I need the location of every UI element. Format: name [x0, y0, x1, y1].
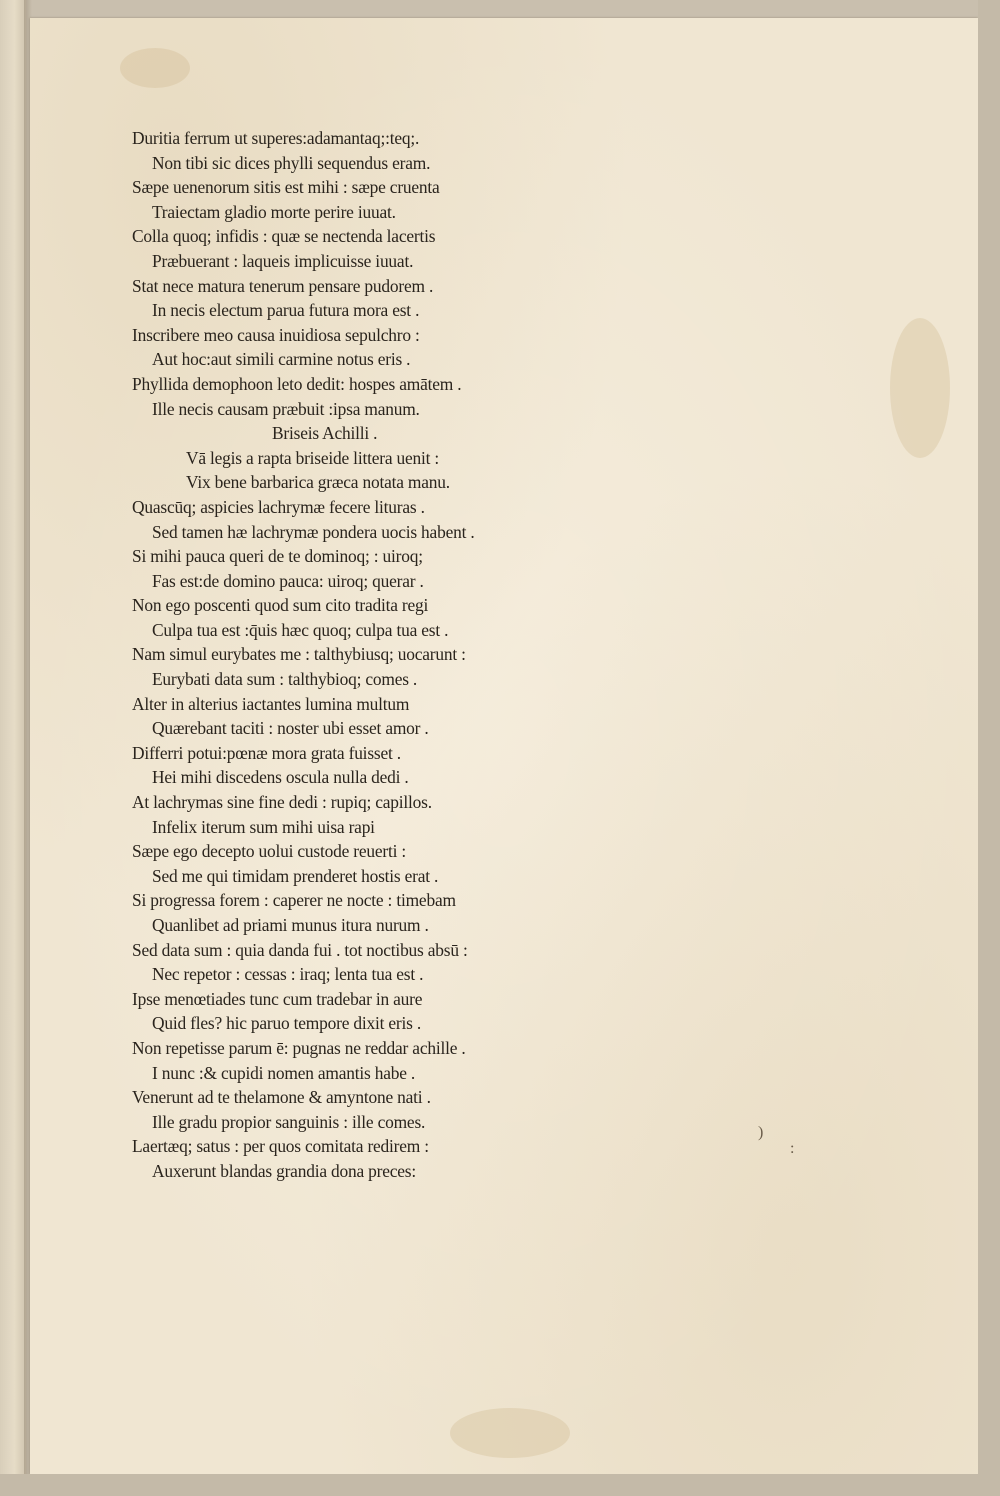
verse-line: Fas est:de domino pauca: uiroq; querar . [152, 570, 424, 591]
verse-line: Ille gradu propior sanguinis : ille comes. [152, 1111, 426, 1132]
verse-line: Duritia ferrum ut superes:adamantaq;:teq;. [132, 128, 420, 148]
verse-line: Auxerunt blandas grandia dona preces: [152, 1160, 416, 1181]
right-margin [978, 0, 1000, 1496]
verse-line: Si mihi pauca queri de te dominoq; : uiroq; [132, 546, 423, 567]
verse-line: In necis electum parua futura mora est . [152, 300, 420, 321]
paper-stain [120, 48, 190, 88]
section-heading: Briseis Achilli . [272, 423, 378, 444]
verse-line: Ipse menœtiades tunc cum tradebar in aure [132, 988, 423, 1009]
verse-line: Quid fles? hic paruo tempore dixit eris . [152, 1013, 422, 1034]
verse-line: Traiectam gladio morte perire iuuat. [152, 201, 396, 222]
margin-mark: : [790, 1140, 795, 1157]
bottom-margin [0, 1474, 1000, 1496]
verse-line: Vā legis a rapta briseide littera uenit : [186, 447, 440, 468]
verse-line: Sed tamen hæ lachrymæ pondera uocis habent . [152, 521, 475, 542]
verse-line: Eurybati data sum : talthybioq; comes . [152, 669, 418, 690]
verse-line: Sed me qui timidam prenderet hostis erat . [152, 865, 439, 886]
verse-line: Aut hoc:aut simili carmine notus eris . [152, 349, 411, 370]
verse-line: Laertæq; satus : per quos comitata redirem : [132, 1136, 429, 1157]
verse-line: Inscribere meo causa inuidiosa sepulchro : [132, 324, 420, 345]
verse-line: Non tibi sic dices phylli sequendus eram. [152, 152, 431, 173]
verse-line: Phyllida demophoon leto dedit: hospes amātem . [132, 373, 462, 394]
verse-line: Sæpe uenenorum sitis est mihi : sæpe cruenta [132, 177, 440, 198]
verse-line: Hei mihi discedens oscula nulla dedi . [152, 767, 409, 788]
verse-line: Nec repetor : cessas : iraq; lenta tua est . [152, 964, 424, 985]
verse-line: Stat nece matura tenerum pensare pudorem . [132, 275, 434, 296]
verse-line: Non ego poscenti quod sum cito tradita regi [132, 595, 429, 616]
margin-mark: ) [758, 1124, 764, 1141]
verse-line: Sed data sum : quia danda fui . tot noctibus absū : [132, 939, 468, 960]
paper-stain [890, 318, 950, 458]
verse-line: Infelix iterum sum mihi uisa rapi [152, 816, 375, 837]
verse-line: Colla quoq; infidis : quæ se nectenda lacertis [132, 226, 436, 247]
verse-line: Differri potui:pœnæ mora grata fuisset . [132, 742, 401, 763]
verse-line: Non repetisse parum ē: pugnas ne reddar achille . [132, 1037, 466, 1058]
verse-line: Præbuerant : laqueis implicuisse iuuat. [152, 250, 414, 271]
verse-line: At lachrymas sine fine dedi : rupiq; capillos. [132, 792, 432, 813]
verse-line: Quærebant taciti : noster ubi esset amor . [152, 718, 429, 739]
verse-line: Si progressa forem : caperer ne nocte : timebam [132, 890, 456, 911]
left-page-edge [0, 0, 26, 1496]
paper-stain [450, 1408, 570, 1458]
verse-line: Nam simul eurybates me : talthybiusq; uocarunt : [132, 644, 466, 665]
verse-line: Alter in alterius iactantes lumina multum [132, 693, 410, 714]
verse-line: Culpa tua est :q̄uis hæc quoq; culpa tua est . [152, 619, 449, 640]
verse-line: Ille necis causam præbuit :ipsa manum. [152, 398, 420, 419]
verse-line: I nunc :& cupidi nomen amantis habe . [152, 1062, 416, 1083]
verse-line: Quanlibet ad priami munus itura nurum . [152, 915, 429, 935]
verse-line: Quascūq; aspicies lachrymæ fecere lituras . [132, 496, 425, 517]
poem-text [132, 126, 602, 1184]
verse-line: Venerunt ad te thelamone & amyntone nati . [132, 1087, 431, 1108]
verse-line: Sæpe ego decepto uolui custode reuerti : [132, 841, 407, 862]
verse-line: Vix bene barbarica græca notata manu. [186, 472, 450, 493]
